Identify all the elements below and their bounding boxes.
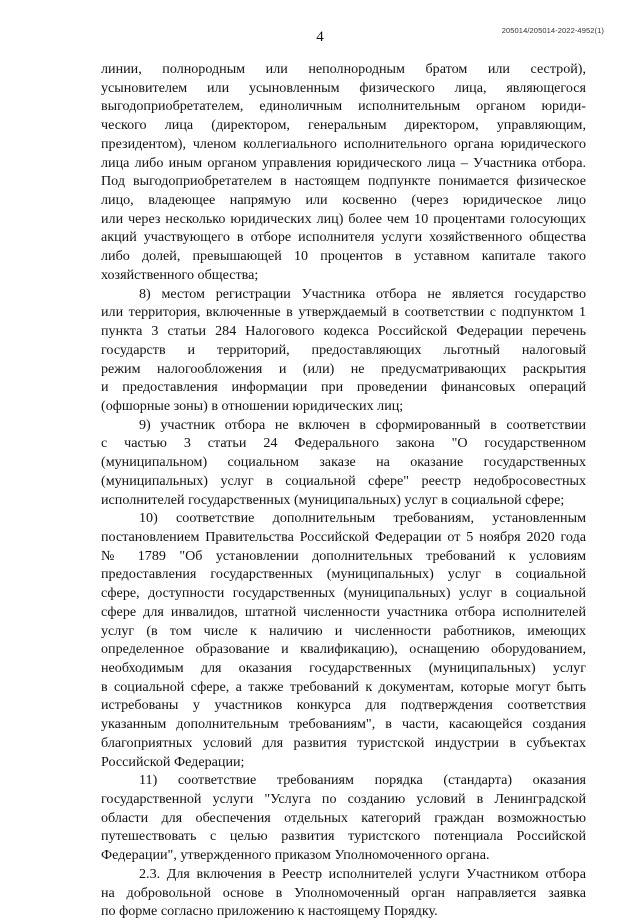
- text-line: или территория, включенные в утверждаемый в соответствии с подпунктом 1: [101, 304, 586, 321]
- text-line: пункта 3 статьи 284 Налогового кодекса Российской Федерации перечень: [101, 323, 586, 340]
- text-line: услуг (в том числе к наличию и численности работников, имеющих: [101, 622, 586, 639]
- text-line: усыновителем или усыновленным физического лица, являющегося: [101, 79, 586, 96]
- text-line: линии, полнородным или неполнородным братом или сестрой),: [101, 61, 586, 77]
- text-line: акций участвующего в отборе исполнителя услуги хозяйственного общества: [101, 229, 586, 246]
- text-line: президентом), членом коллегиального исполнительного органа юридического: [101, 135, 586, 152]
- text-line: определенное образование и квалификацию), оснащению оборудованием,: [101, 641, 586, 658]
- text-line: лицо, владеющее напрямую или косвенно (через юридическое лицо: [101, 192, 586, 209]
- text-line: области для обеспечения отдельных категорий граждан возможностью: [101, 809, 586, 826]
- text-line: предоставления государственных (муниципальных) услуг в социальной: [101, 566, 586, 583]
- text-line: Федерации", утвержденного приказом Уполномоченного органа.: [101, 847, 490, 864]
- text-line: (муниципальных) услуг в социальной сфере" реестр недобросовестных: [101, 472, 586, 489]
- text-line: в социальной сфере, а также требований к документам, которые могут быть: [101, 678, 586, 695]
- page-number: 4: [316, 29, 324, 45]
- text-line: указанным дополнительным требованиям", в части, касающейся создания: [101, 716, 586, 733]
- text-line: ческого лица (директором, генеральным директором, управляющим,: [101, 117, 586, 134]
- text-line: с частью 3 статьи 24 Федерального закона "О государственном: [101, 435, 586, 452]
- text-line: государственной услуги "Услуга по созданию условий в Ленинградской: [101, 791, 586, 808]
- text-line: постановлением Правительства Российской Федерации от 5 ноября 2020 года: [101, 528, 586, 545]
- document-body: [101, 60, 586, 921]
- text-line: путешествовать с целью развития туристского потенциала Российской: [101, 828, 586, 845]
- text-line: 9) участник отбора не включен в сформированный в соответствии: [139, 416, 586, 433]
- text-line: по форме согласно приложению к настоящему Порядку.: [101, 903, 438, 920]
- text-line: либо долей, превышающей 10 процентов в уставном капитале такого: [101, 248, 586, 265]
- text-line: государств и территорий, предоставляющих льготный налоговый: [101, 341, 586, 358]
- text-line: Российской Федерации;: [101, 753, 245, 770]
- text-line: Под выгодоприобретателем в настоящем подпункте понимается физическое: [101, 173, 586, 190]
- text-line: выгодоприобретателем, единоличным исполнительным органом юриди-: [101, 98, 586, 115]
- text-line: благоприятных условий для развития туристской индустрии в субъектах: [101, 734, 586, 751]
- text-line: режим налогообложения и (или) не предусматривающих раскрытия: [101, 360, 586, 377]
- text-line: на добровольной основе в Уполномоченный орган направляется заявка: [101, 884, 586, 901]
- text-line: исполнителей государственных (муниципальных) услуг в социальной сфере;: [101, 491, 565, 508]
- text-line: и предоставления информации при проведении финансовых операций: [101, 379, 586, 396]
- text-line: (офшорные зоны) в отношении юридических лиц;: [101, 397, 404, 414]
- text-line: 2.3. Для включения в Реестр исполнителей услуги Участником отбора: [139, 865, 586, 882]
- document-id: 205014/205014-2022-4952(1): [501, 26, 604, 35]
- text-line: 10) соответствие дополнительным требованиям, установленным: [139, 510, 586, 527]
- text-line: необходимым для оказания государственных (муниципальных) услуг: [101, 660, 586, 676]
- text-line: № 1789 "Об установлении дополнительных требований к условиям: [101, 547, 586, 564]
- text-line: лица либо иным органом управления юридического лица – Участника отбора.: [101, 154, 586, 171]
- text-line: 8) местом регистрации Участника отбора не является государство: [139, 285, 586, 302]
- text-line: 11) соответствие требованиям порядка (стандарта) оказания: [139, 772, 586, 789]
- text-line: хозяйственного общества;: [101, 266, 259, 283]
- text-line: (муниципальном) социальном заказе на оказание государственных: [101, 454, 586, 471]
- text-line: или через несколько юридических лиц) более чем 10 процентами голосующих: [101, 210, 586, 227]
- text-line: истребованы у участников конкурса для подтверждения соответствия: [101, 697, 586, 714]
- text-line: сфере, доступности государственных (муниципальных) услуг в социальной: [101, 585, 586, 602]
- text-line: сфере для инвалидов, штатной численности участника отбора исполнителей: [101, 603, 586, 620]
